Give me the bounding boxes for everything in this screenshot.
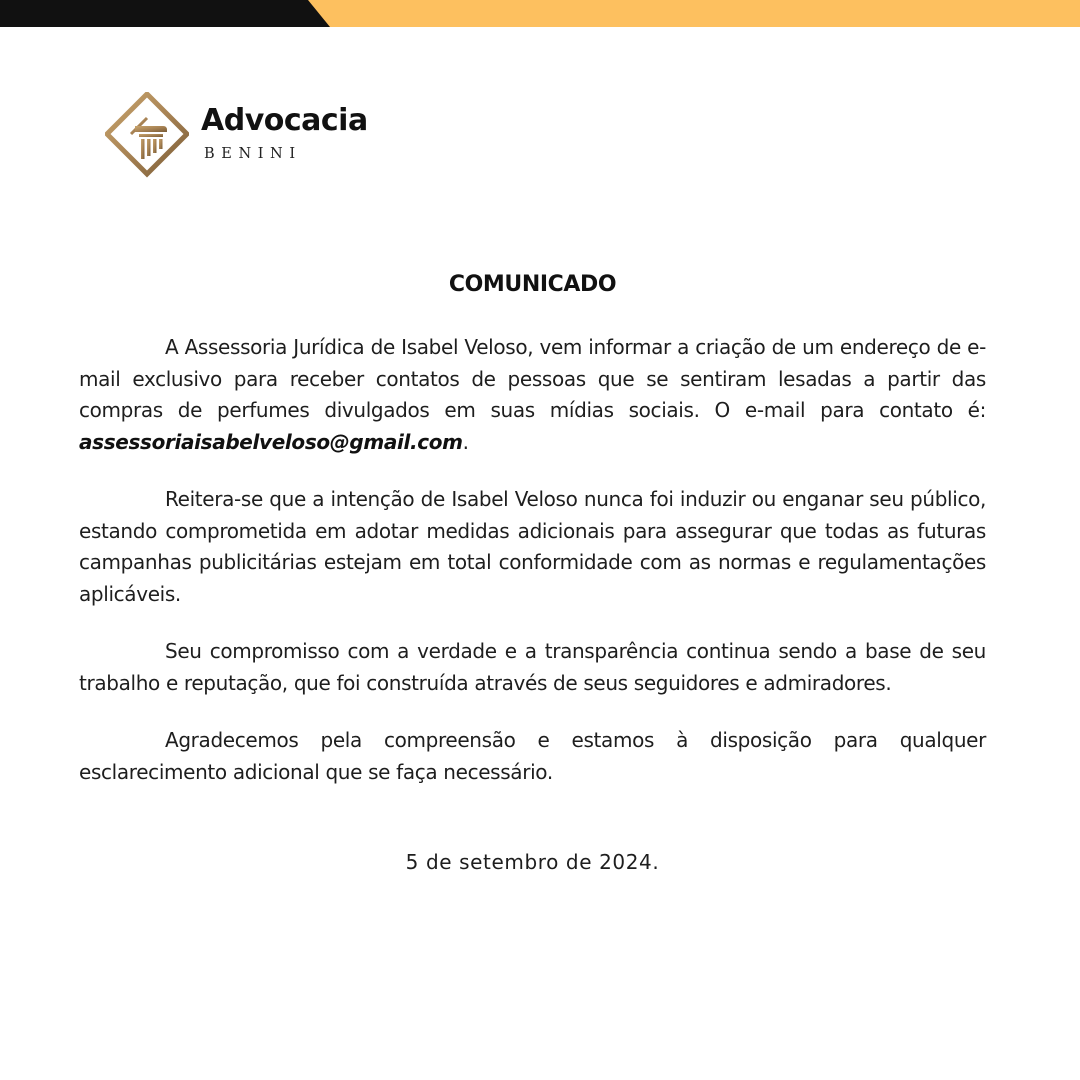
paragraph-4: Agradecemos pela compreensão e estamos à disposição para qualquer esclarecimento adicional que se faça necessário.: [79, 728, 986, 784]
paragraph-3: Seu compromisso com a verdade e a transparência continua sendo a base de seu trabalho e reputação, que foi construída através de seus seguidores e admiradores.: [79, 639, 986, 695]
logo-title: Advocacia: [201, 103, 368, 138]
paragraph-1: [79, 332, 986, 458]
logo-subtitle: BENINI: [204, 146, 302, 162]
top-accent-bar: [0, 0, 1080, 27]
pillar-diamond-icon: [105, 92, 189, 182]
accent-bar-black: [0, 0, 330, 27]
paragraph-1-end: .: [462, 429, 469, 454]
paragraph-1-text: A Assessoria Jurídica de Isabel Veloso, vem informar a criação de um endereço de e-mail exclusivo para receber contatos de pessoas que se sentiram lesadas a partir das compras de perfumes divulgados em suas mídias sociais. O e-mail para contato é:: [79, 335, 986, 422]
document-body: [79, 332, 986, 814]
page-title: COMUNICADO: [448, 272, 617, 297]
contact-email: assessoriaisabelveloso@gmail.com: [79, 429, 463, 454]
logo: [105, 92, 405, 182]
paragraph-2: Reitera-se que a intenção de Isabel Veloso nunca foi induzir ou enganar seu público, estando comprometida em adotar medidas adicionais para assegurar que todas as futuras campanhas publicitárias estejam em total conformidade com as normas e regulamentações aplicáveis.: [79, 487, 986, 606]
document-date: 5 de setembro de 2024.: [405, 850, 660, 874]
